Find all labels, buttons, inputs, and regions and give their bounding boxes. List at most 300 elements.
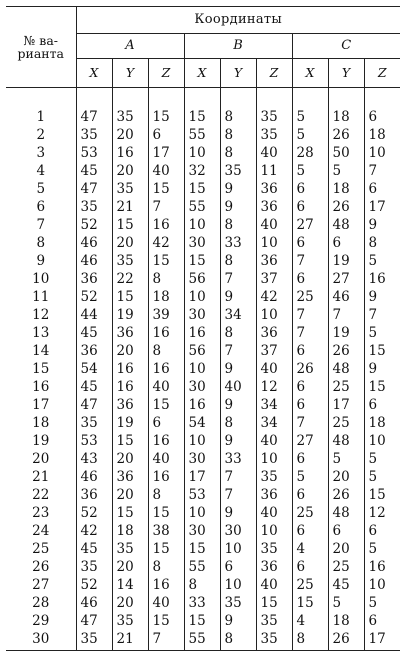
variant-number-cell: 9 bbox=[36, 253, 46, 269]
coordinate-cell: 40 bbox=[220, 378, 256, 396]
variant-number-cell: 11 bbox=[32, 289, 50, 305]
coordinate-cell: 6 bbox=[292, 522, 328, 540]
coordinate-cell: 18 bbox=[364, 126, 400, 144]
coordinate-cell: 7 bbox=[292, 324, 328, 342]
coordinate-cell: 5 bbox=[292, 468, 328, 486]
coordinate-cell: 30 bbox=[184, 306, 220, 324]
coordinate-cell: 39 bbox=[148, 306, 184, 324]
coordinate-cell: 25 bbox=[328, 414, 364, 432]
coordinate-cell: 5 bbox=[292, 108, 328, 126]
coordinate-cell: 27 bbox=[292, 432, 328, 450]
coordinate-cell: 18 bbox=[328, 612, 364, 630]
coordinate-cell: 36 bbox=[76, 342, 112, 360]
coordinate-cell: 15 bbox=[148, 108, 184, 126]
coordinate-cell: 8 bbox=[220, 252, 256, 270]
coordinate-cell: 6 bbox=[292, 180, 328, 198]
coordinate-cell: 35 bbox=[76, 126, 112, 144]
table-row bbox=[6, 396, 400, 414]
coordinate-cell: 16 bbox=[364, 270, 400, 288]
coordinate-cell: 5 bbox=[364, 594, 400, 612]
table-row bbox=[6, 576, 400, 594]
coordinate-cell: 15 bbox=[184, 180, 220, 198]
coordinate-cell: 22 bbox=[112, 270, 148, 288]
coordinate-cell: 10 bbox=[256, 522, 292, 540]
table-row bbox=[6, 306, 400, 324]
coordinate-cell: 53 bbox=[76, 144, 112, 162]
variant-number-cell: 6 bbox=[36, 199, 46, 215]
coordinate-cell: 7 bbox=[364, 306, 400, 324]
coordinate-cell: 6 bbox=[292, 270, 328, 288]
coordinate-cell: 35 bbox=[256, 540, 292, 558]
coordinate-cell: 45 bbox=[76, 540, 112, 558]
coordinate-cell: 36 bbox=[76, 486, 112, 504]
coordinate-cell: 10 bbox=[364, 144, 400, 162]
coordinate-cell: 36 bbox=[76, 270, 112, 288]
variant-number-cell: 12 bbox=[32, 307, 50, 323]
coordinate-cell: 45 bbox=[76, 162, 112, 180]
coordinate-cell: 15 bbox=[112, 504, 148, 522]
coordinate-cell: 35 bbox=[256, 126, 292, 144]
variant-number-cell: 13 bbox=[32, 325, 50, 341]
coordinate-cell: 16 bbox=[148, 576, 184, 594]
coordinate-cell: 18 bbox=[328, 108, 364, 126]
coordinate-cell: 35 bbox=[256, 612, 292, 630]
coordinate-cell: 16 bbox=[148, 432, 184, 450]
coordinate-cell: 36 bbox=[112, 324, 148, 342]
table-row bbox=[6, 144, 400, 162]
coordinate-cell: 56 bbox=[184, 342, 220, 360]
coordinate-cell: 17 bbox=[364, 630, 400, 651]
coordinate-cell: 10 bbox=[220, 540, 256, 558]
coordinate-cell: 37 bbox=[256, 342, 292, 360]
coordinate-cell: 25 bbox=[328, 558, 364, 576]
coordinate-cell: 35 bbox=[112, 540, 148, 558]
coordinate-cell: 46 bbox=[76, 234, 112, 252]
coordinate-cell: 46 bbox=[76, 252, 112, 270]
coordinate-cell: 9 bbox=[220, 360, 256, 378]
coordinate-cell: 20 bbox=[112, 162, 148, 180]
coordinate-cell: 20 bbox=[112, 234, 148, 252]
variant-number-cell: 14 bbox=[32, 343, 50, 359]
table-spacer bbox=[6, 88, 400, 109]
coordinate-cell: 8 bbox=[220, 216, 256, 234]
coordinate-cell: 20 bbox=[328, 468, 364, 486]
table-row bbox=[6, 594, 400, 612]
coordinate-cell: 40 bbox=[256, 576, 292, 594]
coordinate-cell: 33 bbox=[184, 594, 220, 612]
coordinate-cell: 36 bbox=[256, 252, 292, 270]
coordinate-cell: 40 bbox=[148, 450, 184, 468]
coordinate-cell: 15 bbox=[364, 486, 400, 504]
coordinate-cell: 5 bbox=[328, 594, 364, 612]
table-row bbox=[6, 612, 400, 630]
coordinate-cell: 46 bbox=[76, 468, 112, 486]
variant-number-cell: 5 bbox=[36, 181, 46, 197]
table-row bbox=[6, 288, 400, 306]
coordinate-cell: 9 bbox=[220, 504, 256, 522]
coordinate-cell: 10 bbox=[364, 576, 400, 594]
table-row bbox=[6, 360, 400, 378]
coordinate-cell: 52 bbox=[76, 288, 112, 306]
coordinates-table bbox=[6, 6, 400, 651]
spacer-row bbox=[6, 88, 400, 109]
coordinate-cell: 16 bbox=[184, 396, 220, 414]
coordinate-cell: 45 bbox=[76, 324, 112, 342]
coordinate-cell: 54 bbox=[184, 414, 220, 432]
coordinate-cell: 10 bbox=[256, 306, 292, 324]
variant-number-cell: 7 bbox=[36, 217, 46, 233]
coordinate-cell: 47 bbox=[76, 108, 112, 126]
coordinate-cell: 48 bbox=[328, 504, 364, 522]
coordinate-cell: 5 bbox=[364, 450, 400, 468]
axis-header-b-z: Z bbox=[256, 59, 292, 88]
coordinate-cell: 20 bbox=[112, 558, 148, 576]
coordinate-cell: 15 bbox=[184, 540, 220, 558]
coordinate-cell: 15 bbox=[184, 612, 220, 630]
coordinate-cell: 15 bbox=[292, 594, 328, 612]
coordinate-cell: 56 bbox=[184, 270, 220, 288]
coordinate-cell: 10 bbox=[256, 450, 292, 468]
coordinate-cell: 43 bbox=[76, 450, 112, 468]
coordinate-cell: 48 bbox=[328, 360, 364, 378]
coordinate-cell: 10 bbox=[220, 576, 256, 594]
coordinate-cell: 5 bbox=[328, 450, 364, 468]
coordinate-cell: 7 bbox=[292, 252, 328, 270]
variant-number-cell: 21 bbox=[32, 469, 50, 485]
coordinate-cell: 55 bbox=[184, 630, 220, 651]
coordinate-cell: 8 bbox=[220, 414, 256, 432]
coordinate-cell: 42 bbox=[76, 522, 112, 540]
coordinate-cell: 8 bbox=[220, 108, 256, 126]
axis-header-a-z: Z bbox=[148, 59, 184, 88]
coordinate-cell: 36 bbox=[112, 468, 148, 486]
coordinate-cell: 9 bbox=[364, 288, 400, 306]
coordinate-cell: 6 bbox=[292, 396, 328, 414]
coordinate-cell: 15 bbox=[256, 594, 292, 612]
table-row bbox=[6, 216, 400, 234]
coordinate-cell: 20 bbox=[112, 342, 148, 360]
coordinate-cell: 8 bbox=[148, 486, 184, 504]
coordinate-cell: 25 bbox=[328, 378, 364, 396]
coordinate-cell: 36 bbox=[256, 198, 292, 216]
coordinate-cell: 15 bbox=[148, 540, 184, 558]
coordinate-cell: 9 bbox=[364, 216, 400, 234]
coordinate-cell: 35 bbox=[76, 630, 112, 651]
table-row bbox=[6, 234, 400, 252]
coordinate-cell: 54 bbox=[76, 360, 112, 378]
coordinate-cell: 12 bbox=[256, 378, 292, 396]
coordinate-cell: 55 bbox=[184, 198, 220, 216]
coordinate-cell: 30 bbox=[184, 378, 220, 396]
axis-header-a-x: X bbox=[76, 59, 112, 88]
coordinate-cell: 9 bbox=[364, 360, 400, 378]
point-c-header: C bbox=[292, 34, 400, 59]
coordinate-cell: 35 bbox=[256, 630, 292, 651]
coordinate-cell: 16 bbox=[184, 324, 220, 342]
coordinate-cell: 12 bbox=[364, 504, 400, 522]
table-row bbox=[6, 468, 400, 486]
coordinate-cell: 52 bbox=[76, 216, 112, 234]
coordinate-cell: 9 bbox=[220, 396, 256, 414]
coordinate-cell: 19 bbox=[112, 414, 148, 432]
coordinate-cell: 44 bbox=[76, 306, 112, 324]
coordinate-cell: 34 bbox=[256, 414, 292, 432]
coordinate-cell: 47 bbox=[76, 396, 112, 414]
coordinate-cell: 35 bbox=[76, 414, 112, 432]
coordinates-group-header: Координаты bbox=[76, 7, 400, 34]
coordinate-cell: 33 bbox=[220, 450, 256, 468]
coordinate-cell: 40 bbox=[148, 378, 184, 396]
variant-number-cell: 3 bbox=[36, 145, 46, 161]
coordinate-cell: 26 bbox=[328, 486, 364, 504]
coordinate-cell: 6 bbox=[292, 342, 328, 360]
coordinate-cell: 15 bbox=[148, 252, 184, 270]
table-row bbox=[6, 540, 400, 558]
coordinate-cell: 5 bbox=[364, 540, 400, 558]
coordinate-cell: 36 bbox=[256, 324, 292, 342]
coordinate-cell: 20 bbox=[112, 450, 148, 468]
coordinate-cell: 5 bbox=[292, 162, 328, 180]
variant-number-cell: 22 bbox=[32, 487, 50, 503]
variant-number-cell: 30 bbox=[6, 630, 76, 651]
coordinate-cell: 7 bbox=[328, 306, 364, 324]
coordinate-cell: 8 bbox=[148, 558, 184, 576]
table-row bbox=[6, 522, 400, 540]
coordinate-cell: 5 bbox=[292, 126, 328, 144]
coordinate-cell: 8 bbox=[220, 324, 256, 342]
coordinate-cell: 10 bbox=[184, 432, 220, 450]
coordinate-cell: 6 bbox=[292, 234, 328, 252]
point-a-header: A bbox=[76, 34, 184, 59]
coordinate-cell: 20 bbox=[112, 126, 148, 144]
coordinate-cell: 55 bbox=[184, 126, 220, 144]
coordinate-cell: 5 bbox=[364, 324, 400, 342]
variant-number-cell: 15 bbox=[32, 361, 50, 377]
coordinate-cell: 53 bbox=[184, 486, 220, 504]
coordinate-cell: 10 bbox=[364, 432, 400, 450]
coordinate-cell: 40 bbox=[256, 144, 292, 162]
coordinate-cell: 35 bbox=[76, 198, 112, 216]
coordinate-cell: 17 bbox=[184, 468, 220, 486]
coordinate-cell: 40 bbox=[256, 360, 292, 378]
coordinate-cell: 26 bbox=[328, 342, 364, 360]
coordinate-cell: 8 bbox=[148, 270, 184, 288]
coordinate-cell: 6 bbox=[364, 108, 400, 126]
coordinate-cell: 27 bbox=[328, 270, 364, 288]
coordinate-cell: 6 bbox=[220, 558, 256, 576]
coordinate-cell: 8 bbox=[184, 576, 220, 594]
coordinate-cell: 7 bbox=[364, 162, 400, 180]
coordinate-cell: 6 bbox=[148, 414, 184, 432]
coordinate-cell: 8 bbox=[148, 342, 184, 360]
coordinate-cell: 26 bbox=[328, 126, 364, 144]
coordinate-cell: 53 bbox=[76, 432, 112, 450]
coordinate-cell: 17 bbox=[328, 396, 364, 414]
axis-header-b-y: Y bbox=[220, 59, 256, 88]
coordinate-cell: 46 bbox=[76, 594, 112, 612]
variant-number-cell: 23 bbox=[32, 505, 50, 521]
variant-number-cell: 26 bbox=[32, 559, 50, 575]
coordinate-cell: 20 bbox=[112, 594, 148, 612]
axis-header-c-x: X bbox=[292, 59, 328, 88]
coordinate-cell: 7 bbox=[292, 306, 328, 324]
coordinate-cell: 6 bbox=[292, 378, 328, 396]
coordinate-cell: 40 bbox=[148, 162, 184, 180]
coordinate-cell: 26 bbox=[328, 198, 364, 216]
coordinate-cell: 30 bbox=[184, 522, 220, 540]
coordinate-cell: 33 bbox=[220, 234, 256, 252]
coordinate-cell: 25 bbox=[292, 288, 328, 306]
coordinate-cell: 19 bbox=[112, 306, 148, 324]
variant-number-cell: 18 bbox=[32, 415, 50, 431]
coordinate-cell: 30 bbox=[220, 522, 256, 540]
coordinate-cell: 50 bbox=[328, 144, 364, 162]
coordinate-cell: 6 bbox=[364, 396, 400, 414]
variant-number-cell: 28 bbox=[32, 595, 50, 611]
coordinate-cell: 6 bbox=[328, 522, 364, 540]
coordinate-cell: 16 bbox=[148, 468, 184, 486]
coordinate-cell: 6 bbox=[364, 612, 400, 630]
coordinate-cell: 34 bbox=[220, 306, 256, 324]
coordinate-cell: 35 bbox=[220, 162, 256, 180]
coordinate-cell: 34 bbox=[256, 396, 292, 414]
axis-header-c-y: Y bbox=[328, 59, 364, 88]
coordinate-cell: 40 bbox=[256, 432, 292, 450]
coordinate-cell: 36 bbox=[256, 486, 292, 504]
coordinate-cell: 32 bbox=[184, 162, 220, 180]
coordinate-cell: 35 bbox=[112, 612, 148, 630]
coordinate-cell: 6 bbox=[364, 180, 400, 198]
variant-number-cell: 16 bbox=[32, 379, 50, 395]
coordinate-cell: 48 bbox=[328, 432, 364, 450]
coordinate-cell: 26 bbox=[292, 360, 328, 378]
coordinate-cell: 18 bbox=[328, 180, 364, 198]
coordinate-cell: 6 bbox=[328, 234, 364, 252]
table-row bbox=[6, 450, 400, 468]
coordinate-cell: 6 bbox=[292, 486, 328, 504]
coordinate-cell: 8 bbox=[292, 630, 328, 651]
coordinate-cell: 7 bbox=[220, 468, 256, 486]
coordinate-cell: 4 bbox=[292, 540, 328, 558]
coordinate-cell: 25 bbox=[292, 504, 328, 522]
table-row bbox=[6, 108, 400, 126]
table-row bbox=[6, 252, 400, 270]
coordinate-cell: 15 bbox=[148, 504, 184, 522]
coordinate-cell: 52 bbox=[76, 504, 112, 522]
coordinate-cell: 18 bbox=[148, 288, 184, 306]
coordinate-cell: 37 bbox=[256, 270, 292, 288]
variant-number-cell: 1 bbox=[36, 109, 46, 125]
coordinate-cell: 35 bbox=[112, 252, 148, 270]
coordinate-cell: 35 bbox=[220, 594, 256, 612]
table-row bbox=[6, 180, 400, 198]
table-row bbox=[6, 342, 400, 360]
coordinate-cell: 38 bbox=[148, 522, 184, 540]
coordinate-cell: 17 bbox=[364, 198, 400, 216]
coordinate-cell: 15 bbox=[364, 378, 400, 396]
coordinate-cell: 9 bbox=[220, 612, 256, 630]
coordinate-cell: 16 bbox=[112, 144, 148, 162]
coordinate-cell: 16 bbox=[148, 216, 184, 234]
table-row bbox=[6, 558, 400, 576]
coordinate-cell: 35 bbox=[256, 468, 292, 486]
coordinate-cell: 36 bbox=[112, 396, 148, 414]
variant-number-cell: 29 bbox=[32, 613, 50, 629]
table-row bbox=[6, 504, 400, 522]
coordinate-cell: 30 bbox=[184, 234, 220, 252]
axis-header-b-x: X bbox=[184, 59, 220, 88]
coordinate-cell: 8 bbox=[220, 630, 256, 651]
table-row bbox=[6, 378, 400, 396]
coordinate-cell: 18 bbox=[112, 522, 148, 540]
coordinate-cell: 45 bbox=[328, 576, 364, 594]
coordinate-cell: 16 bbox=[364, 558, 400, 576]
table-row bbox=[6, 126, 400, 144]
coordinate-cell: 7 bbox=[220, 486, 256, 504]
coordinate-cell: 6 bbox=[292, 450, 328, 468]
variant-number-cell: 17 bbox=[32, 397, 50, 413]
table-row bbox=[6, 432, 400, 450]
coordinate-cell: 10 bbox=[184, 144, 220, 162]
coordinate-cell: 40 bbox=[256, 216, 292, 234]
coordinate-cell: 15 bbox=[148, 180, 184, 198]
table-row bbox=[6, 324, 400, 342]
table-row bbox=[6, 198, 400, 216]
coordinate-cell: 19 bbox=[328, 252, 364, 270]
table-header bbox=[6, 7, 400, 88]
table-row bbox=[6, 270, 400, 288]
coordinate-cell: 40 bbox=[148, 594, 184, 612]
coordinate-cell: 11 bbox=[256, 162, 292, 180]
coordinate-cell: 35 bbox=[112, 108, 148, 126]
coordinate-cell: 15 bbox=[112, 216, 148, 234]
variant-number-cell: 19 bbox=[32, 433, 50, 449]
coordinate-cell: 40 bbox=[256, 504, 292, 522]
coordinate-cell: 6 bbox=[364, 522, 400, 540]
variant-number-header: № ва- рианта bbox=[6, 7, 76, 88]
coordinate-cell: 8 bbox=[220, 144, 256, 162]
coordinate-cell: 16 bbox=[112, 378, 148, 396]
coordinate-cell: 9 bbox=[220, 288, 256, 306]
coordinate-cell: 6 bbox=[292, 558, 328, 576]
coordinate-cell: 8 bbox=[364, 234, 400, 252]
coordinate-cell: 35 bbox=[112, 180, 148, 198]
coordinate-cell: 15 bbox=[184, 108, 220, 126]
coordinate-cell: 10 bbox=[256, 234, 292, 252]
coordinate-cell: 16 bbox=[148, 324, 184, 342]
coordinate-cell: 15 bbox=[112, 288, 148, 306]
variant-number-cell: 25 bbox=[32, 541, 50, 557]
coordinate-cell: 8 bbox=[220, 126, 256, 144]
coordinate-cell: 19 bbox=[328, 324, 364, 342]
coordinate-cell: 52 bbox=[76, 576, 112, 594]
variant-number-cell: 10 bbox=[32, 271, 50, 287]
coordinate-cell: 5 bbox=[364, 468, 400, 486]
coordinate-cell: 4 bbox=[292, 612, 328, 630]
coordinate-cell: 6 bbox=[148, 126, 184, 144]
coordinate-cell: 7 bbox=[148, 198, 184, 216]
coordinate-cell: 28 bbox=[292, 144, 328, 162]
coordinate-cell: 35 bbox=[76, 558, 112, 576]
coordinate-cell: 15 bbox=[148, 396, 184, 414]
variant-number-cell: 4 bbox=[36, 163, 46, 179]
coordinate-cell: 10 bbox=[184, 360, 220, 378]
table-row bbox=[6, 414, 400, 432]
coordinate-cell: 15 bbox=[148, 612, 184, 630]
coordinate-cell: 55 bbox=[184, 558, 220, 576]
coordinate-cell: 21 bbox=[112, 198, 148, 216]
coordinate-cell: 21 bbox=[112, 630, 148, 651]
